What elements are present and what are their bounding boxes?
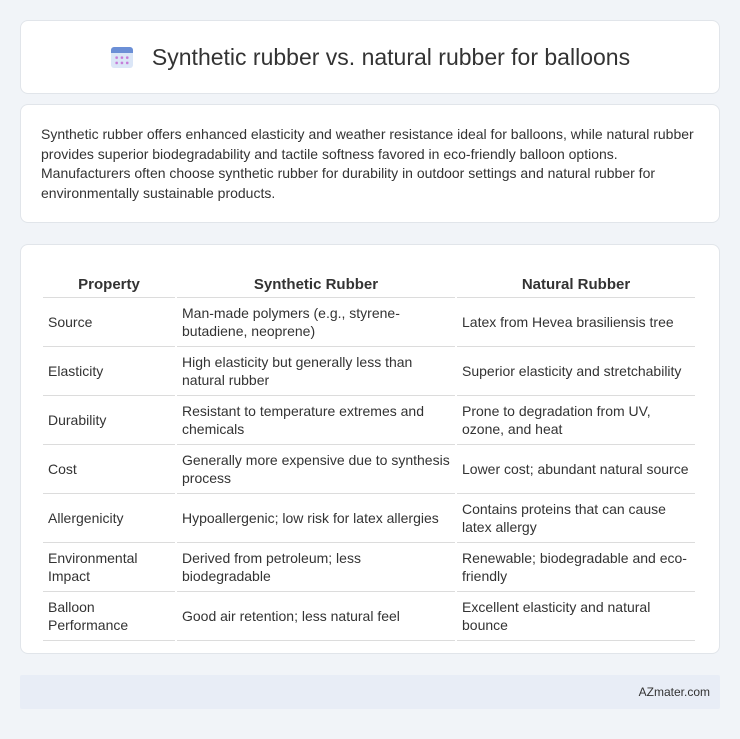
synthetic-cell: Derived from petroleum; less biodegradable: [177, 543, 455, 592]
synthetic-cell: Hypoallergenic; low risk for latex allergies: [177, 494, 455, 543]
natural-cell: Lower cost; abundant natural source: [457, 445, 695, 494]
header-synthetic: Synthetic Rubber: [177, 265, 455, 298]
table-row: [43, 445, 695, 494]
table-row: [43, 298, 695, 347]
table-row: [43, 592, 695, 641]
natural-cell: Latex from Hevea brasiliensis tree: [457, 298, 695, 347]
synthetic-cell: Resistant to temperature extremes and chemicals: [177, 396, 455, 445]
calendar-icon: [110, 45, 134, 69]
synthetic-cell: Generally more expensive due to synthesis process: [177, 445, 455, 494]
footer-site-link[interactable]: AZmater.com: [638, 685, 710, 699]
comparison-table: [41, 265, 697, 641]
page-title: Synthetic rubber vs. natural rubber for balloons: [151, 43, 631, 70]
natural-cell: Contains proteins that can cause latex allergy: [457, 494, 695, 543]
property-cell: Source: [43, 298, 175, 347]
property-cell: Environmental Impact: [43, 543, 175, 592]
table-row: [43, 396, 695, 445]
synthetic-cell: High elasticity but generally less than natural rubber: [177, 347, 455, 396]
property-cell: Elasticity: [43, 347, 175, 396]
natural-cell: Excellent elasticity and natural bounce: [457, 592, 695, 641]
table-row: [43, 543, 695, 592]
property-cell: Cost: [43, 445, 175, 494]
header-natural: Natural Rubber: [457, 265, 695, 298]
header-property: Property: [43, 265, 175, 298]
title-card: [20, 20, 720, 94]
property-cell: Allergenicity: [43, 494, 175, 543]
table-row: [43, 494, 695, 543]
natural-cell: Superior elasticity and stretchability: [457, 347, 695, 396]
table-card: [20, 244, 720, 654]
table-header-row: [43, 265, 695, 298]
natural-cell: Prone to degradation from UV, ozone, and heat: [457, 396, 695, 445]
summary-card: [20, 104, 720, 223]
table-row: [43, 347, 695, 396]
property-cell: Durability: [43, 396, 175, 445]
synthetic-cell: Good air retention; less natural feel: [177, 592, 455, 641]
property-cell: Balloon Performance: [43, 592, 175, 641]
synthetic-cell: Man-made polymers (e.g., styrene-butadiene, neoprene): [177, 298, 455, 347]
footer: [20, 675, 720, 709]
natural-cell: Renewable; biodegradable and eco-friendly: [457, 543, 695, 592]
summary-text: Synthetic rubber offers enhanced elasticity and weather resistance ideal for balloons, while natural rubber provides superior biodegradability and tactile softness favored in eco-friendly balloon options. Manufacturers often choose synthetic rubber for durability in outdoor settings and natural rubber for environmentally sustainable products.: [41, 126, 694, 201]
